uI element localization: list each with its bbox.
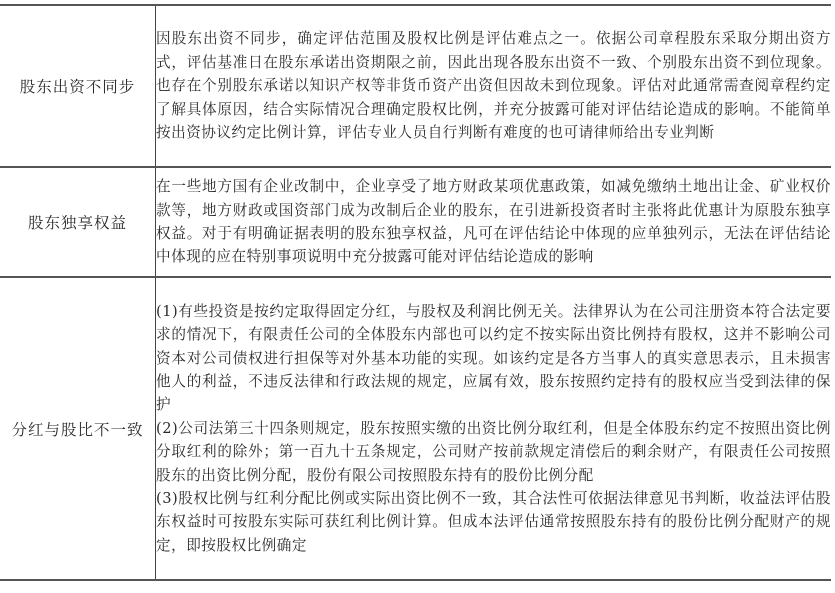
table-row bbox=[0, 167, 831, 277]
row-description bbox=[156, 277, 832, 580]
paragraph: (2)公司法第三十四条则规定，股东按照实缴的出资比例分取红利，但是全体股东约定不按照出资比例分取红利的除外；第一百九十五条规定，公司财产按前款规定清偿后的剩余财产，有限责任公司按照股东的出资比例分配，股份有限公司按照股东持有的股份比例分配 bbox=[156, 419, 831, 484]
table-row bbox=[0, 5, 831, 167]
row-description bbox=[156, 5, 832, 167]
row-label: 股东出资不同步 bbox=[0, 5, 156, 167]
row-description bbox=[156, 167, 832, 277]
issues-table bbox=[0, 4, 831, 581]
table-row bbox=[0, 277, 831, 580]
paragraph: 在一些地方国有企业改制中，企业享受了地方财政某项优惠政策，如减免缴纳土地出让金、矿业权价款等，地方财政或国资部门成为改制后企业的股东，在引进新投资者时主张将此优惠计为原股东独享权益。对于有明确证据表明的股东独享权益，凡可在评估结论中体现的应单独列示，无法在评估结论中体现的应在特别事项说明中充分披露可能对评估结论造成的影响 bbox=[156, 178, 831, 266]
row-label: 股东独享权益 bbox=[0, 167, 156, 277]
paragraph: 因股东出资不同步，确定评估范围及股权比例是评估难点之一。依据公司章程股东采取分期出资方式，评估基准日在股东承诺出资期限之前，因此出现各股东出资不一致、个别股东出资不到位现象。也存在个别股东承诺以知识产权等非货币资产出资但因故未到位现象。评估对此通常需查阅章程约定了解具体原因，结合实际情况合理确定股权比例，并充分披露可能对评估结论造成的影响。不能简单按出资协议约定比例计算，评估专业人员自行判断有难度的也可请律师给出专业判断 bbox=[156, 30, 831, 142]
paragraph: (3)股权比例与红利分配比例或实际出资比例不一致，其合法性可依据法律意见书判断，收益法评估股东权益时可按股东实际可获红利比例计算。但成本法评估通常按照股东持有的股份比例分配财产的规定，即按股权比例确定 bbox=[156, 490, 831, 554]
row-label: 分红与股比不一致 bbox=[0, 277, 156, 580]
paragraph: (1)有些投资是按约定取得固定分红，与股权及利润比例无关。法律界认为在公司注册资本符合法定要求的情况下，有限责任公司的全体股东内部也可以约定不按实际出资比例持有股权，这并不影响公司资本对公司债权进行担保等对外基本功能的实现。如该约定是各方当事人的真实意思表示，且未损害他人的利益，不违反法律和行政法规的规定，应属有效，股东按照约定持有的股权应当受到法律的保护 bbox=[156, 302, 831, 414]
